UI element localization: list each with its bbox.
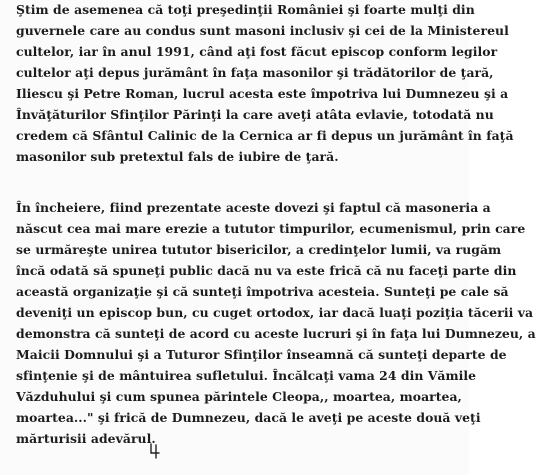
text-line: masonilor sub pretextul fals de iubire de ţară. <box>16 149 339 164</box>
text-line: mărturisii adevărul. <box>16 431 156 446</box>
text-line: deveniţi un episcop bun, cu cuget ortodox, iar dacă luaţi poziţia tăcerii va <box>16 305 534 320</box>
text-line: născut cea mai mare erezie a tututor timpurilor, ecumenismul, prin care <box>16 221 526 236</box>
handwritten-mark <box>148 442 162 460</box>
text-line: cultelor, iar în anul 1991, când aţi fost făcut episcop conform legilor <box>16 44 498 59</box>
text-line: Ştim de asemenea că toţi preşedinţii României şi foarte mulţi din <box>16 2 475 17</box>
text-line: Iliescu şi Petre Roman, lucrul acesta este împotriva lui Dumnezeu şi a <box>16 86 509 101</box>
text-line: Văzduhului şi cum spunea părintele Cleopa,, moartea, moartea, <box>16 389 462 404</box>
text-line: Maicii Domnului şi a Tuturor Sfinţilor înseamnă că sunteţi departe de <box>16 347 507 362</box>
text-line: sfinţenie şi de mântuirea sufletului. Încălcaţi vama 24 din Vămile <box>16 368 477 383</box>
text-line: această organizaţie şi că sunteţi împotriva acesteia. Sunteţi pe cale să <box>16 284 509 299</box>
text-line: guvernele care au condus sunt masoni inclusiv şi cei de la Ministereul <box>16 23 509 38</box>
text-line: Învăţăturilor Sfinţilor Părinţi la care aveţi atâta evlavie, totodată nu <box>16 107 494 122</box>
text-line: se urmăreşte unirea tututor bisericilor, a credinţelor lumii, va rugăm <box>16 242 502 257</box>
text-line: demonstra că sunteţi de acord cu aceste lucruri şi în faţa lui Dumnezeu, a <box>16 326 536 341</box>
text-line: În încheiere, fiind prezentate aceste dovezi şi faptul că masoneria a <box>16 200 491 215</box>
text-line: credem că Sfântul Calinic de la Cernica ar fi depus un jurământ în faţă <box>16 128 514 143</box>
text-line: cultelor aţi depus jurământ în faţa masonilor şi trădătorilor de ţară, <box>16 65 494 80</box>
text-line: moartea..." şi frică de Dumnezeu, dacă le aveţi pe aceste două veţi <box>16 410 481 425</box>
text-line: încă odată să spuneţi public dacă nu va este frică că nu faceţi parte din <box>16 263 517 278</box>
